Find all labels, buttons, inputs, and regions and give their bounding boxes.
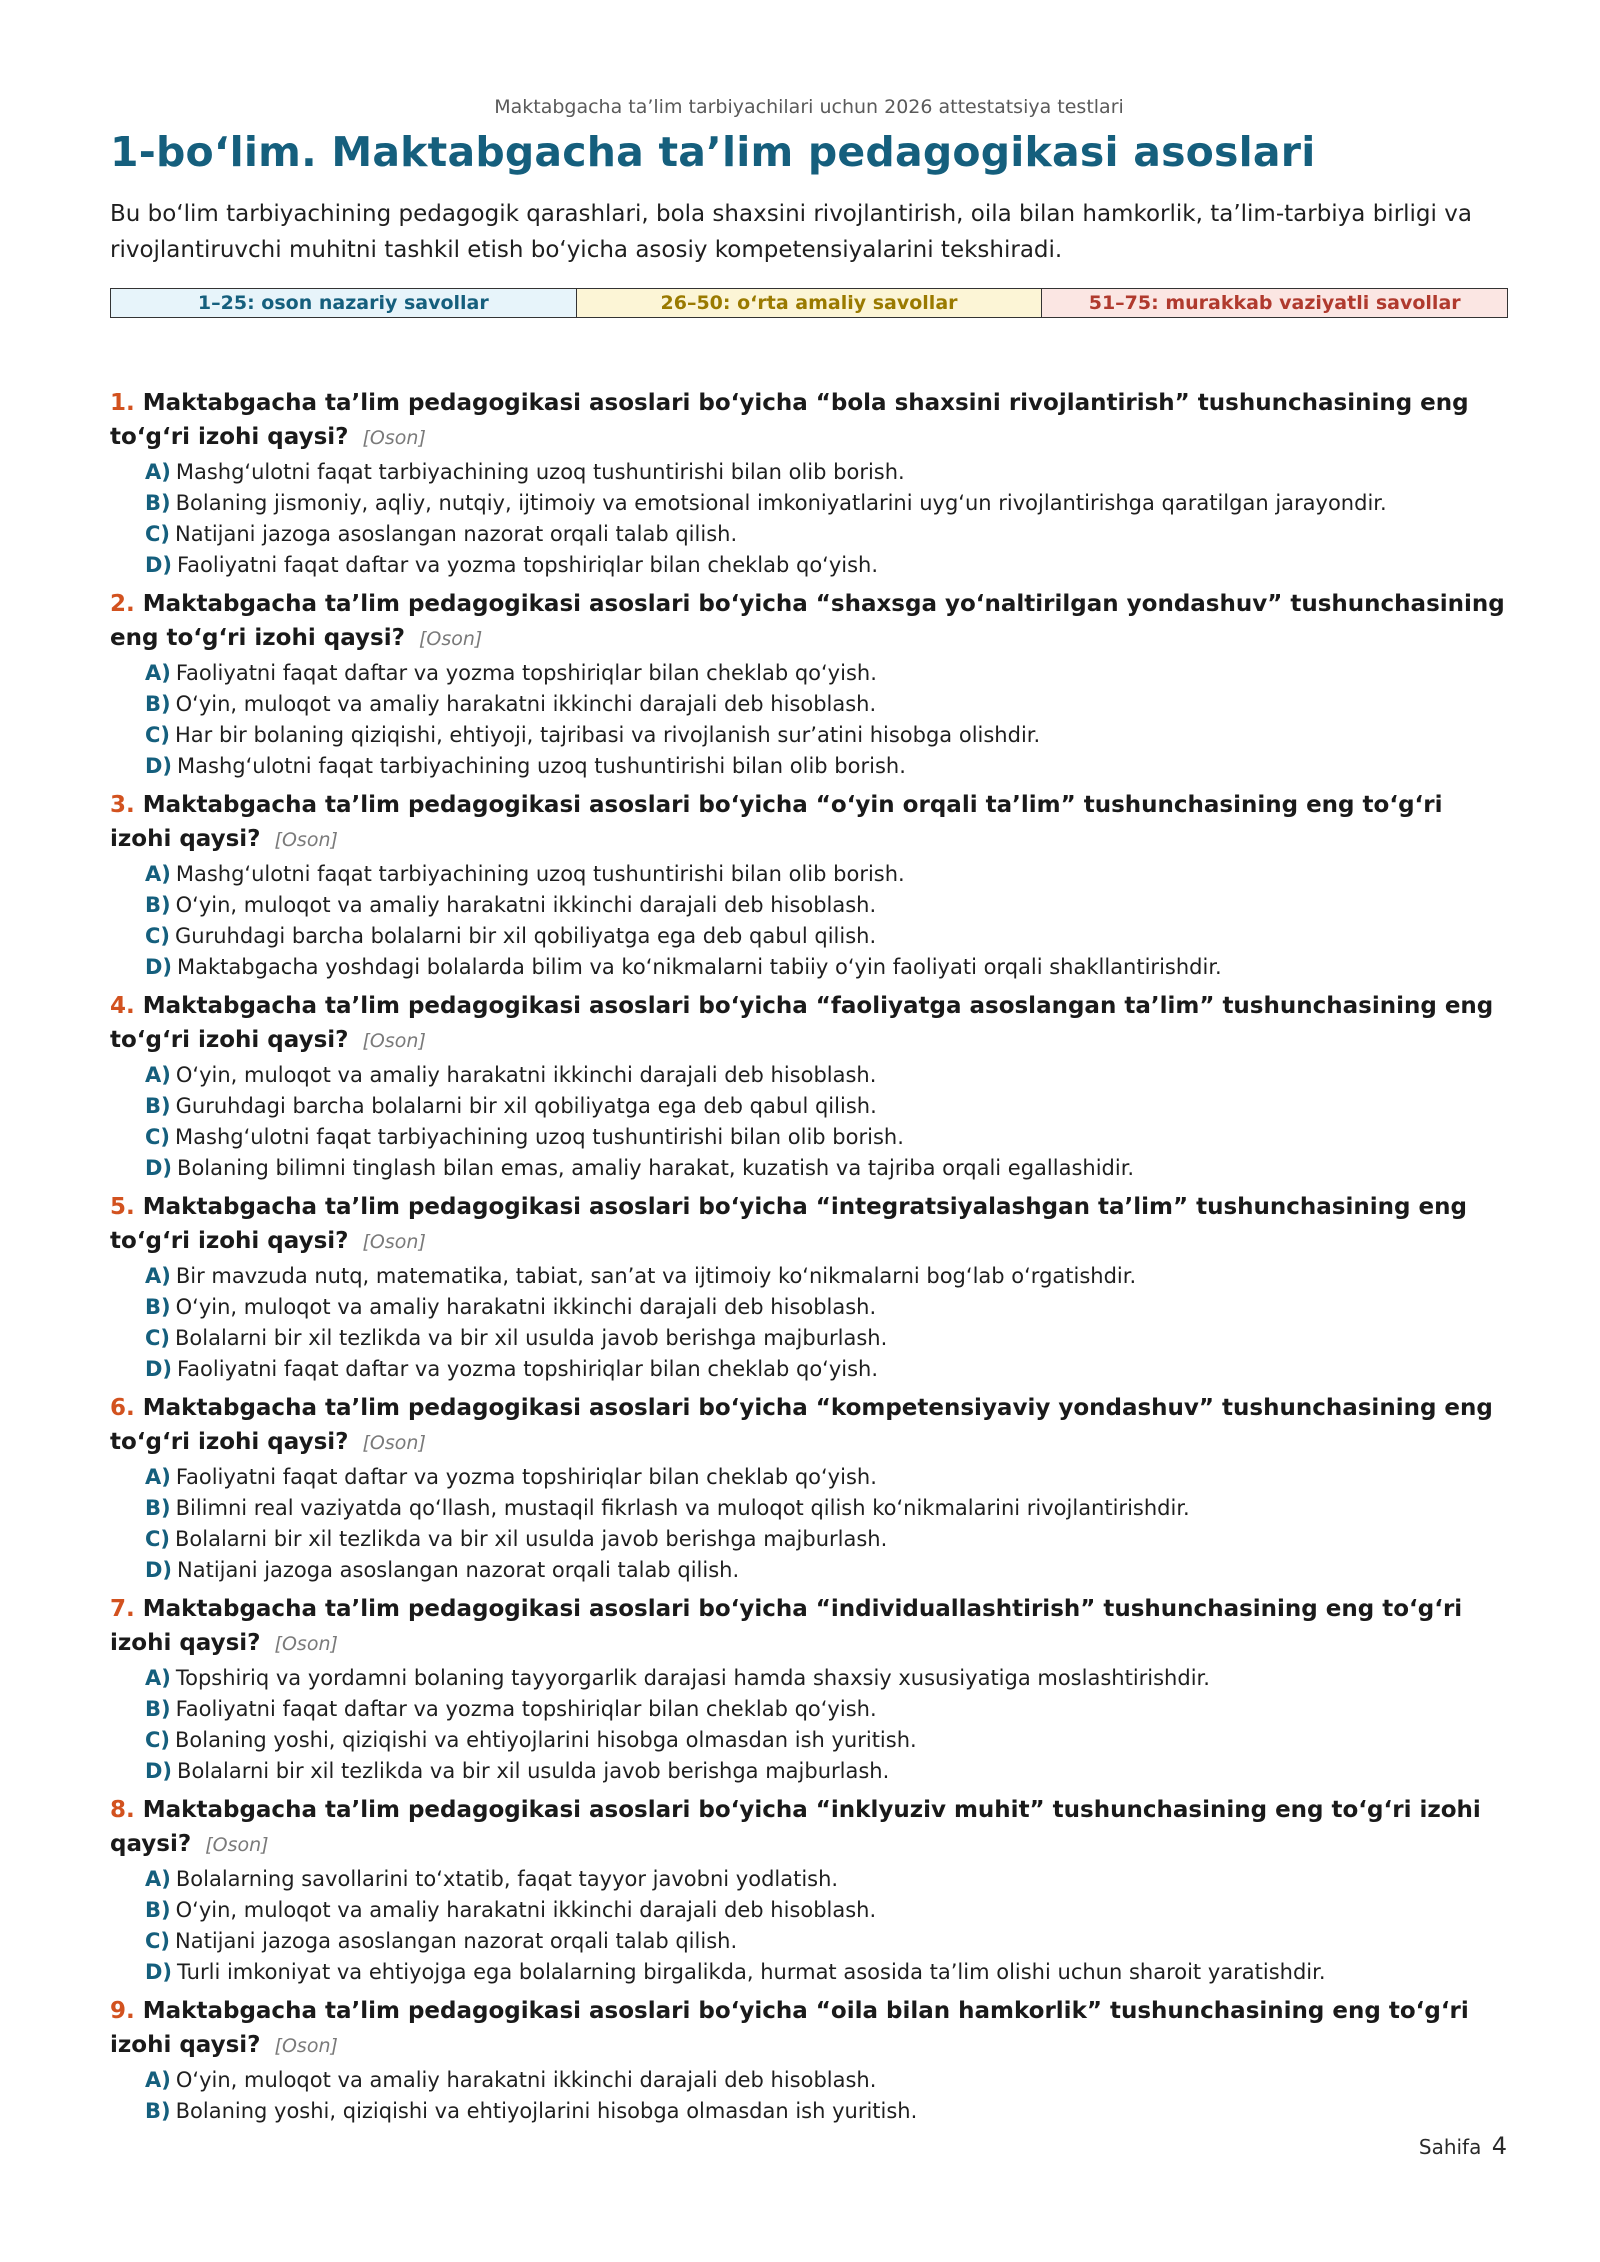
question-text <box>110 788 1508 857</box>
question-item <box>110 587 1508 782</box>
option-letter: B) <box>145 1898 171 1922</box>
option-text: Maktabgacha yoshdagi bolalarda bilim va ko‘nikmalarni tabiiy o‘yin faoliyati orqali shakllantirishdir. <box>177 955 1222 979</box>
option-text: Mashg‘ulotni faqat tarbiyachining uzoq tushuntirishi bilan olib borish. <box>175 862 905 886</box>
question-number: 1. <box>110 390 135 416</box>
answer-option <box>145 1694 1508 1725</box>
answer-option <box>145 1756 1508 1787</box>
option-text: O‘yin, muloqot va amaliy harakatni ikkinchi darajali deb hisoblash. <box>175 1898 877 1922</box>
answer-option <box>145 720 1508 751</box>
answer-option <box>145 1895 1508 1926</box>
question-item <box>110 386 1508 581</box>
answer-option <box>145 689 1508 720</box>
answer-options <box>145 1060 1508 1184</box>
difficulty-tag: [Oson] <box>205 1834 269 1856</box>
option-letter: A) <box>145 1264 171 1288</box>
difficulty-tag: [Oson] <box>274 2035 338 2057</box>
question-number: 8. <box>110 1797 135 1823</box>
question-item <box>110 1391 1508 1586</box>
option-letter: C) <box>145 1527 171 1551</box>
difficulty-tag: [Oson] <box>362 427 426 449</box>
option-text: Bolalarni bir xil tezlikda va bir xil usulda javob berishga majburlash. <box>177 1759 890 1783</box>
answer-option <box>145 1957 1508 1988</box>
question-item <box>110 1793 1508 1988</box>
option-text: Natijani jazoga asoslangan nazorat orqali talab qilish. <box>177 1558 740 1582</box>
answer-option <box>145 859 1508 890</box>
question-number: 6. <box>110 1395 135 1421</box>
option-letter: D) <box>145 1759 173 1783</box>
question-body: Maktabgacha ta’lim pedagogikasi asoslari bo‘yicha “faoliyatga asoslangan ta’lim” tushunchasining eng to‘g‘ri izohi qaysi? <box>110 993 1494 1053</box>
answer-options <box>145 1663 1508 1787</box>
answer-option <box>145 1926 1508 1957</box>
difficulty-tag: [Oson] <box>362 1030 426 1052</box>
difficulty-tag: [Oson] <box>274 829 338 851</box>
running-header: Maktabgacha ta’lim tarbiyachilari uchun 2026 attestatsiya testlari <box>494 96 1124 118</box>
option-text: Bolaning jismoniy, aqliy, nutqiy, ijtimoiy va emotsional imkoniyatlarini uyg‘un rivojlantirishga qaratilgan jarayondir. <box>175 491 1387 515</box>
question-body: Maktabgacha ta’lim pedagogikasi asoslari bo‘yicha “shaxsga yo‘naltirilgan yondashuv” tushunchasining eng to‘g‘ri izohi qaysi? <box>110 591 1505 651</box>
option-text: Natijani jazoga asoslangan nazorat orqali talab qilish. <box>175 522 738 546</box>
difficulty-tag: [Oson] <box>362 1432 426 1454</box>
option-text: Guruhdagi barcha bolalarni bir xil qobiliyatga ega deb qabul qilish. <box>175 924 877 948</box>
answer-option <box>145 658 1508 689</box>
answer-option <box>145 1725 1508 1756</box>
question-text <box>110 989 1508 1058</box>
answer-options <box>145 1462 1508 1586</box>
option-text: Bolalarni bir xil tezlikda va bir xil usulda javob berishga majburlash. <box>175 1527 888 1551</box>
option-letter: B) <box>145 893 171 917</box>
question-text <box>110 1793 1508 1862</box>
question-item <box>110 1190 1508 1385</box>
question-text <box>110 1592 1508 1661</box>
option-letter: C) <box>145 1326 171 1350</box>
question-list <box>110 386 1508 2127</box>
option-text: O‘yin, muloqot va amaliy harakatni ikkinchi darajali deb hisoblash. <box>175 692 877 716</box>
option-letter: C) <box>145 924 171 948</box>
option-text: Guruhdagi barcha bolalarni bir xil qobiliyatga ega deb qabul qilish. <box>175 1094 877 1118</box>
question-body: Maktabgacha ta’lim pedagogikasi asoslari bo‘yicha “bola shaxsini rivojlantirish” tushunchasining eng to‘g‘ri izohi qaysi? <box>110 390 1469 450</box>
answer-options <box>145 1261 1508 1385</box>
question-text <box>110 587 1508 656</box>
option-letter: D) <box>145 955 173 979</box>
question-number: 3. <box>110 792 135 818</box>
question-text <box>110 1190 1508 1259</box>
option-text: Bolaning yoshi, qiziqishi va ehtiyojlarini hisobga olmasdan ish yuritish. <box>175 1728 917 1752</box>
answer-option <box>145 2065 1508 2096</box>
option-text: Har bir bolaning qiziqishi, ehtiyoji, tajribasi va rivojlanish sur’atini hisobga olishdir. <box>175 723 1041 747</box>
question-number: 7. <box>110 1596 135 1622</box>
option-text: Faoliyatni faqat daftar va yozma topshiriqlar bilan cheklab qo‘yish. <box>175 1697 877 1721</box>
answer-option <box>145 1153 1508 1184</box>
option-letter: B) <box>145 1496 171 1520</box>
option-letter: A) <box>145 661 171 685</box>
option-text: Mashg‘ulotni faqat tarbiyachining uzoq tushuntirishi bilan olib borish. <box>175 1125 904 1149</box>
question-item <box>110 989 1508 1184</box>
answer-option <box>145 2096 1508 2127</box>
answer-option <box>145 1354 1508 1385</box>
option-text: O‘yin, muloqot va amaliy harakatni ikkinchi darajali deb hisoblash. <box>175 1295 877 1319</box>
option-letter: B) <box>145 1697 171 1721</box>
question-number: 4. <box>110 993 135 1019</box>
option-text: Bolaning bilimni tinglash bilan emas, amaliy harakat, kuzatish va tajriba orqali egallashidir. <box>177 1156 1135 1180</box>
question-body: Maktabgacha ta’lim pedagogikasi asoslari bo‘yicha “o‘yin orqali ta’lim” tushunchasining eng to‘g‘ri izohi qaysi? <box>110 792 1443 852</box>
question-body: Maktabgacha ta’lim pedagogikasi asoslari bo‘yicha “integratsiyalashgan ta’lim” tushunchasining eng to‘g‘ri izohi qaysi? <box>110 1194 1467 1254</box>
difficulty-legend <box>110 288 1508 318</box>
question-text <box>110 1994 1508 2063</box>
answer-options <box>145 658 1508 782</box>
page-number: 4 <box>1491 2132 1507 2160</box>
option-letter: C) <box>145 1728 171 1752</box>
answer-option <box>145 921 1508 952</box>
question-body: Maktabgacha ta’lim pedagogikasi asoslari bo‘yicha “inklyuziv muhit” tushunchasining eng to‘g‘ri izohi qaysi? <box>110 1797 1481 1857</box>
answer-option <box>145 488 1508 519</box>
option-letter: B) <box>145 2099 171 2123</box>
option-text: Bolalarni bir xil tezlikda va bir xil usulda javob berishga majburlash. <box>175 1326 888 1350</box>
option-letter: C) <box>145 522 171 546</box>
option-text: Faoliyatni faqat daftar va yozma topshiriqlar bilan cheklab qo‘yish. <box>177 553 879 577</box>
option-text: Faoliyatni faqat daftar va yozma topshiriqlar bilan cheklab qo‘yish. <box>177 1357 879 1381</box>
legend-easy: 1–25: oson nazariy savollar <box>111 289 576 317</box>
answer-option <box>145 1663 1508 1694</box>
legend-hard: 51–75: murakkab vaziyatli savollar <box>1041 289 1507 317</box>
option-letter: A) <box>145 1465 171 1489</box>
answer-options <box>145 2065 1508 2127</box>
answer-option <box>145 1261 1508 1292</box>
section-intro: Bu bo‘lim tarbiyachining pedagogik qarashlari, bola shaxsini rivojlantirish, oila bilan hamkorlik, ta’lim-tarbiya birligi va rivojlantiruvchi muhitni tashkil etish bo‘yicha asosiy kompetensiyalarini tekshiradi. <box>110 201 1472 263</box>
option-text: Bolaning yoshi, qiziqishi va ehtiyojlarini hisobga olmasdan ish yuritish. <box>175 2099 918 2123</box>
answer-option <box>145 1060 1508 1091</box>
option-text: Bolalarning savollarini to‘xtatib, faqat tayyor javobni yodlatish. <box>175 1867 839 1891</box>
document-page <box>110 0 1508 2133</box>
answer-option <box>145 1493 1508 1524</box>
option-letter: B) <box>145 1295 171 1319</box>
option-letter: A) <box>145 1867 171 1891</box>
option-text: Mashg‘ulotni faqat tarbiyachining uzoq tushuntirishi bilan olib borish. <box>177 754 906 778</box>
answer-option <box>145 1524 1508 1555</box>
option-letter: A) <box>145 2068 171 2092</box>
option-letter: C) <box>145 1929 171 1953</box>
option-text: Turli imkoniyat va ehtiyojga ega bolalarning birgalikda, hurmat asosida ta’lim olishi uchun sharoit yaratishdir. <box>177 1960 1326 1984</box>
option-text: Mashg‘ulotni faqat tarbiyachining uzoq tushuntirishi bilan olib borish. <box>175 460 905 484</box>
legend-medium: 26–50: o‘rta amaliy savollar <box>576 289 1042 317</box>
answer-options <box>145 457 1508 581</box>
answer-option <box>145 1462 1508 1493</box>
option-letter: D) <box>145 1558 173 1582</box>
option-text: O‘yin, muloqot va amaliy harakatni ikkinchi darajali deb hisoblash. <box>175 2068 877 2092</box>
answer-option <box>145 457 1508 488</box>
question-body: Maktabgacha ta’lim pedagogikasi asoslari bo‘yicha “individuallashtirish” tushunchasining eng to‘g‘ri izohi qaysi? <box>110 1596 1463 1656</box>
option-letter: D) <box>145 754 173 778</box>
option-text: O‘yin, muloqot va amaliy harakatni ikkinchi darajali deb hisoblash. <box>175 1063 877 1087</box>
answer-option <box>145 952 1508 983</box>
page-label: Sahifa <box>1418 2135 1482 2159</box>
answer-option <box>145 1555 1508 1586</box>
answer-options <box>145 1864 1508 1988</box>
answer-option <box>145 1122 1508 1153</box>
option-letter: D) <box>145 1156 173 1180</box>
question-item <box>110 788 1508 983</box>
question-number: 5. <box>110 1194 135 1220</box>
question-number: 2. <box>110 591 135 617</box>
option-letter: A) <box>145 862 171 886</box>
answer-option <box>145 550 1508 581</box>
question-text <box>110 1391 1508 1460</box>
option-letter: B) <box>145 692 171 716</box>
option-letter: C) <box>145 1125 171 1149</box>
option-text: Bilimni real vaziyatda qo‘llash, mustaqil fikrlash va muloqot qilish ko‘nikmalarini rivojlantirishdir. <box>175 1496 1190 1520</box>
answer-option <box>145 1292 1508 1323</box>
option-text: Bir mavzuda nutq, matematika, tabiat, san’at va ijtimoiy ko‘nikmalarni bog‘lab o‘rgatishdir. <box>175 1264 1137 1288</box>
difficulty-tag: [Oson] <box>418 628 483 650</box>
answer-option <box>145 890 1508 921</box>
answer-option <box>145 519 1508 550</box>
answer-option <box>145 1864 1508 1895</box>
option-letter: A) <box>145 1063 171 1087</box>
option-text: Topshiriq va yordamni bolaning tayyorgarlik darajasi hamda shaxsiy xususiyatiga moslashtirishdir. <box>175 1666 1210 1690</box>
option-text: Natijani jazoga asoslangan nazorat orqali talab qilish. <box>175 1929 738 1953</box>
answer-option <box>145 1091 1508 1122</box>
option-letter: A) <box>145 460 171 484</box>
option-text: O‘yin, muloqot va amaliy harakatni ikkinchi darajali deb hisoblash. <box>175 893 877 917</box>
question-item <box>110 1994 1508 2127</box>
option-text: Faoliyatni faqat daftar va yozma topshiriqlar bilan cheklab qo‘yish. <box>175 1465 877 1489</box>
page-footer <box>1419 2132 1507 2160</box>
difficulty-tag: [Oson] <box>274 1633 338 1655</box>
option-letter: B) <box>145 1094 171 1118</box>
option-letter: A) <box>145 1666 171 1690</box>
answer-options <box>145 859 1508 983</box>
question-item <box>110 1592 1508 1787</box>
option-letter: D) <box>145 1357 173 1381</box>
question-number: 9. <box>110 1998 135 2024</box>
option-text: Faoliyatni faqat daftar va yozma topshiriqlar bilan cheklab qo‘yish. <box>175 661 877 685</box>
answer-option <box>145 751 1508 782</box>
option-letter: D) <box>145 553 173 577</box>
question-text <box>110 386 1508 455</box>
difficulty-tag: [Oson] <box>362 1231 426 1253</box>
answer-option <box>145 1323 1508 1354</box>
option-letter: C) <box>145 723 171 747</box>
option-letter: D) <box>145 1960 173 1984</box>
option-letter: B) <box>145 491 171 515</box>
section-title: 1-bo‘lim. Maktabgacha ta’lim pedagogikasi asoslari <box>110 128 1316 176</box>
question-body: Maktabgacha ta’lim pedagogikasi asoslari bo‘yicha “oila bilan hamkorlik” tushunchasining eng to‘g‘ri izohi qaysi? <box>110 1998 1469 2058</box>
question-body: Maktabgacha ta’lim pedagogikasi asoslari bo‘yicha “kompetensiyaviy yondashuv” tushunchasining eng to‘g‘ri izohi qaysi? <box>110 1395 1493 1455</box>
